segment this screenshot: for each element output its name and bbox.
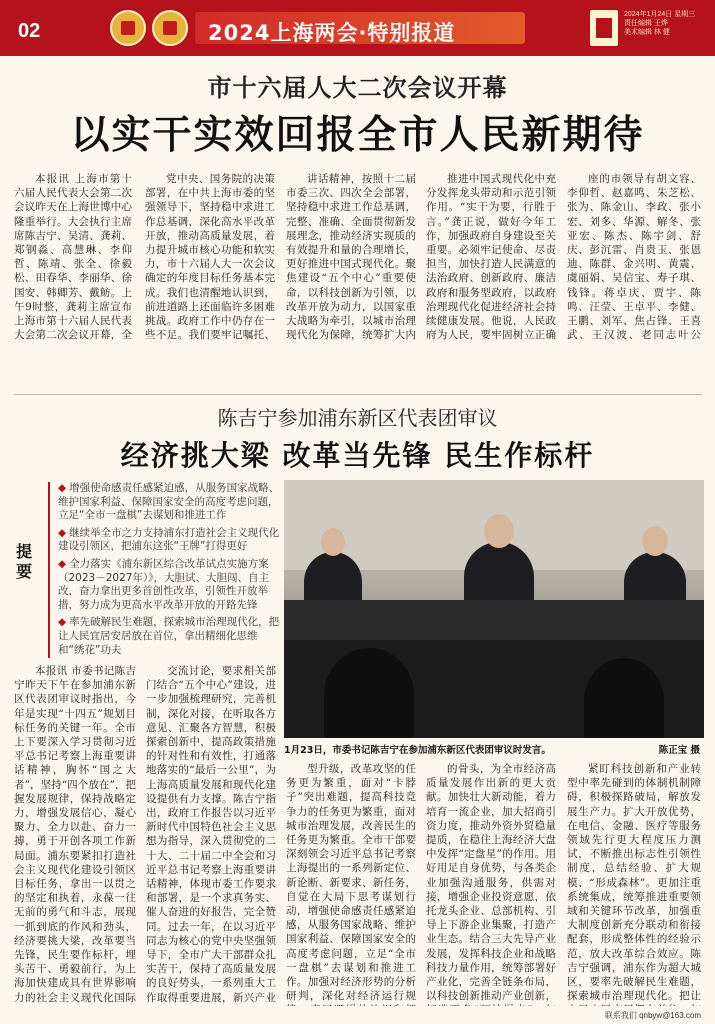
story1-column-4: 推进中国式现代化中充分发挥龙头带动和示范引领作用。“实干为要，行胜于言。”龚正说，做好今年工作，加强政府自身建设至关重要。必须牢记使命、尽责担当，加快打造人民满意的法治政府、创新政府、廉洁政府和服务型政府，以政府治理现代化促进经济社会持续健康发展。他说，人民政府为人民，要牢固树立正确 <box>426 173 556 342</box>
meeting-photo <box>284 480 704 738</box>
story2-kicker: 陈吉宁参加浦东新区代表团审议 <box>217 406 498 430</box>
national-emblem-icon <box>110 10 146 46</box>
photo-desk <box>284 600 704 640</box>
story2-column-5: 紧盯科技创新和产业转型中率先碰到的体制机制障碍，积极探路破局，解放发展生产力。扩大开放优势，在电信、金融、医疗等服务领域先行更大程度压力测试，不断推出标志性引领性制度，总结经验、扩大规模、“形成森林”。更加注重系统集成，统筹推进重要领域和关键环节改革，加强重大制度创新充分联动和衔接配套，形成整体性的经验示范，放大改革综合效应。陈吉宁强调，浦东作为超大城区，要率先破解民生难题，探索城市治理现代化。把让 <box>567 763 701 1003</box>
story1-kicker: 市十六届人大二次会议开幕 <box>207 74 508 102</box>
contact-email[interactable]: 联系我们 qnbyw@163.com <box>604 1011 701 1020</box>
photo-person-foreground <box>584 658 664 738</box>
story1-column-1: 本报讯 上海市第十六届人民代表大会第二次会议昨天在上海世博中心隆重举行。大会执行主席席陈吉宁、吴清、龚莉、郑钢淼、高慧琳、李仰哲、陈靖、张全、徐毅松、田春华、李丽华、徐国安、韩卿芳、戴鲂。上午9时整，龚莉主席宣布上海市第十六届人民代表大会第二次会议开幕，全 <box>14 173 132 342</box>
summary-item: ◆ 增强使命感责任感紧迫感，从服务国家战略、维护国家利益、保障国家安全的高度考虑问题，立足“全市一盘棋”去谋划和推进工作 <box>58 482 280 523</box>
story1-column-2: 党中央、国务院的决策部署，在中共上海市委的坚强领导下，坚持稳中求进工作总基调，深化高水平改革开放，推动高质量发展，着力提升城市核心功能和软实力，市十六届人大一次会议确定的年度目标任务基本完成。我们也清醒地认识到，前进道路上还面临许多困难挑战。政府工作中仍存在一些不足。我们要牢记嘱托、 <box>145 173 275 342</box>
story2-column-4: 的骨头，为全市经济高质量发展作出新的更大贡献。加快壮大新动能，着力培育一流企业，加大招商引资力度，推动外资外贸稳量提质，在稳住上海经济大盘中发挥“定盘星”的作用。用好用足自身优势，与各类企业加强沟通服务，供需对接，增强企业投资意愿，依托龙头企业、总部机构、引导上下游企业集聚，打造产业生态。结合三大先导产业发展，发挥科技企业和战略科技力量作用，统筹部署好产业化，完善全链条布局，以科技创新推动产业创新， <box>426 763 556 1003</box>
photo-head <box>642 526 668 556</box>
summary-item: ◆ 继续举全市之力支持浦东打造社会主义现代化建设引领区，把浦东这张“王牌”打得更好 <box>58 527 280 554</box>
story2-headline: 经济挑大梁 改革当先锋 民生作标杆 <box>120 439 595 472</box>
story2-column-1: 本报讯 市委书记陈吉宁昨天下午在参加浦东新区代表团审议时指出，今年是实现“十四五”规划目标任务的关键一年。全市上下要深入学习贯彻习近平总书记考察上海重要讲话精神，胸怀“国之大者”，坚持“四个放在”，把握发展规律，保持战略定力，增强发展信心，凝心聚力、全力以赴、奋力一搏，勇于开创各项工作新局面。浦东要紧扣打造社会主义现代化建设引领区目标任务，拿出一以贯之的坚定和执着，永葆一往无前的勇气和斗志，展现一抓到底的作风和劲头，经济要挑大梁，改革要当先锋，民生要作标杆，埋头苦干、勇毅前行，为上海加快建成具有世界影响力的社会主义现代化国际 <box>14 665 136 1004</box>
page-footer <box>0 1010 715 1024</box>
issue-meta <box>624 10 712 37</box>
summary-box <box>48 482 280 658</box>
story2-column-3: 型升级，改革攻坚的任务更为繁重，面对“卡脖子”突出难题，提高科技竞争力的任务更为繁重，面对城市治理发展，改善民生的任务更为繁重。全市干部要深刻领会习近平总书记考察上海提出的一系列新定位、新论断、新要求、新任务，自觉在大局下思考谋划行动，增强使命感责任感紧迫感，从服务国家战略、维护国家利益、保障国家安全的高度考虑问题，立足“全市一盘棋”去谋划和推进工作。加强对经济形势的分析研判，深化对经济运行规 <box>286 763 416 1003</box>
banner-title: 2024上海两会·特别报道 <box>208 21 456 45</box>
issue-date: 2024年1月24日 星期三 <box>624 11 696 18</box>
responsible-editor: 责任编辑 王烨 <box>624 20 668 27</box>
cppcc-emblem-icon <box>152 10 188 46</box>
page-number: 02 <box>18 20 41 42</box>
masthead <box>0 0 715 56</box>
photo-head-speaker <box>484 514 514 548</box>
story1-headline: 以实干实效回报全市人民新期待 <box>70 113 645 158</box>
story2-column-2: 交流讨论，要求相关部门结合“五个中心”建设，进一步加强梳理研究，完善机制，深化对接，在听取各方意见、汇聚各方智慧，积极探索创新中，提高政策措施的针对性和有效性，打通落地落实的“最后一公里”，为上海高质量发展和现代化建设提供有力支撑。陈吉宁指出，政府工作报告以习近平新时代中国特色社会主义思想为指导，深入贯彻党的二十大、二十届二中全会和习近平总书记考察上海重要讲话精神，体现市委工作要求和部署，是一个求真务实、催人奋进的好报告，完全赞同。过去一年，在以习近平同志为核心的党中央坚强领导下，全市广大干部群众扎实苦干，保持了高质量发展的良好势头，一系列重大工作取得重要进展，新兴产业 <box>146 665 276 1004</box>
section-divider <box>14 394 702 395</box>
story1-column-5: 座的市领导有胡文容、李仰哲、赵嘉鸣、朱芝松、张为、陈金山、李政、张小宏、刘多、华源、解冬、张亚宏、陈杰、陈宇剑、舒庆、彭沉雷、肖贵玉、张恩迪、陈群、金兴明、黄震、虞丽娟、吴信宝、寿子琪、钱锋。蒋卓庆、贾宇、陈鸣、汪莹、王卓平、李健、王鹏、刘军、焦占锋、王喜武、王汉波、老同志叶公 <box>567 173 701 342</box>
newspaper-logo-icon <box>590 10 618 46</box>
caption-text: 1月23日，市委书记陈吉宁在参加浦东新区代表团审议时发言。 <box>284 745 551 756</box>
summary-label: 提要 <box>16 542 33 581</box>
summary-item: ◆ 全力落实《浦东新区综合改革试点实施方案（2023－2027年）》，大胆试、大胆闯、自主改，奋力拿出更多首创性改革，引领性开放举措，努力成为更高水平改革开放的开路先锋 <box>58 558 280 612</box>
photo-head <box>321 528 345 556</box>
art-editor: 美术编辑 林 健 <box>624 29 670 36</box>
story1-column-3: 讲话精神，按照十二届市委三次、四次全会部署，坚持稳中求进工作总基调，完整、准确、全面贯彻新发展理念，推动经济实现质的有效提升和量的合理增长，更好推进中国式现代化。聚焦建设“五个中心”重要使命，以科技创新为引领，以改革开放为动力，以国家重大战略为牵引，以城市治理现代化为保障，统筹扩大内 <box>286 173 416 342</box>
photo-caption <box>284 742 704 756</box>
photo-person-foreground <box>324 648 414 738</box>
photo-credit: 陈正宝 摄 <box>658 745 700 756</box>
summary-item: ◆ 率先破解民生难题，探索城市治理现代化，把让人民宜居安居放在首位，拿出精细化思维和“绣花”功夫 <box>58 616 280 657</box>
